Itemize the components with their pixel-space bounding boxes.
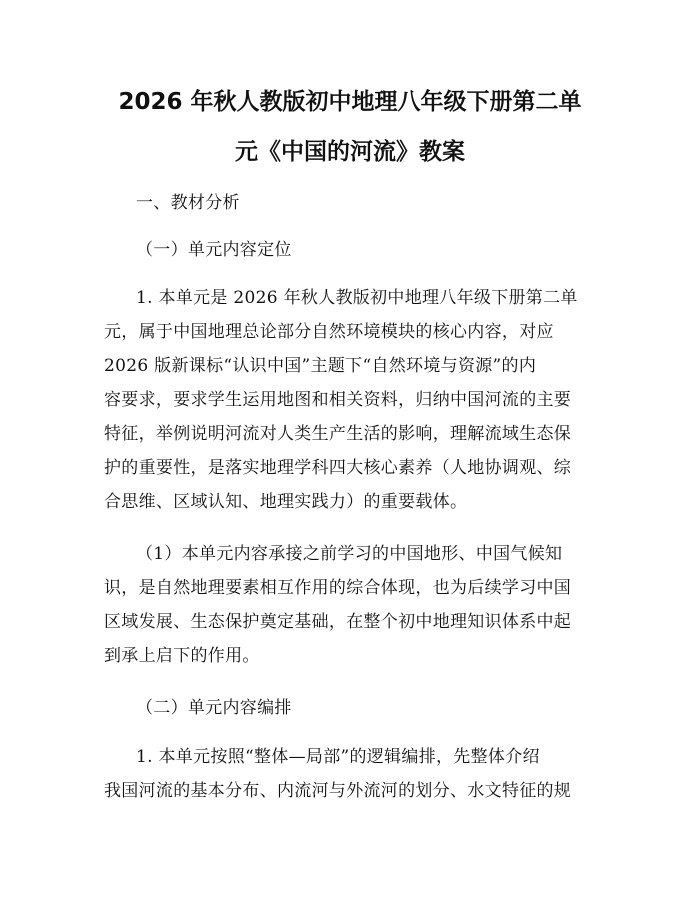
paragraph-1-line: 1. 本单元是 2026 年秋人教版初中地理八年级下册第二单: [136, 288, 578, 308]
paragraph-2-line: 到承上启下的作用。: [104, 646, 260, 666]
paragraph-3-line: 我国河流的基本分布、内流河与外流河的划分、水文特征的规: [104, 781, 572, 801]
subsection-heading-arrangement: （二）单元内容编排: [136, 698, 292, 718]
paragraph-1-line: 2026 版新课标“认识中国”主题下“自然环境与资源”的内: [104, 356, 537, 376]
document-title-line-1: 2026 年秋人教版初中地理八年级下册第二单: [118, 89, 582, 115]
paragraph-2-line: （1）本单元内容承接之前学习的中国地形、中国气候知: [136, 544, 563, 564]
paragraph-1-line: 护的重要性，是落实地理学科四大核心素养（人地协调观、综: [104, 458, 572, 478]
document-title-line-2: 元《中国的河流》教案: [235, 139, 465, 165]
subsection-heading-positioning: （一）单元内容定位: [136, 240, 292, 260]
paragraph-2-line: 区域发展、生态保护奠定基础，在整个初中地理知识体系中起: [104, 612, 572, 632]
paragraph-1-line: 合思维、区域认知、地理实践力）的重要载体。: [104, 492, 468, 512]
paragraph-1-line: 特征，举例说明河流对人类生产生活的影响，理解流域生态保: [104, 424, 572, 444]
paragraph-2-line: 识，是自然地理要素相互作用的综合体现，也为后续学习中国: [104, 578, 572, 598]
paragraph-1-line: 元，属于中国地理总论部分自然环境模块的核心内容，对应: [104, 322, 554, 342]
paragraph-1-line: 容要求，要求学生运用地图和相关资料，归纳中国河流的主要: [104, 390, 572, 410]
paragraph-3-line: 1. 本单元按照“整体—局部”的逻辑编排，先整体介绍: [136, 747, 540, 767]
section-heading: 一、教材分析: [136, 193, 240, 213]
